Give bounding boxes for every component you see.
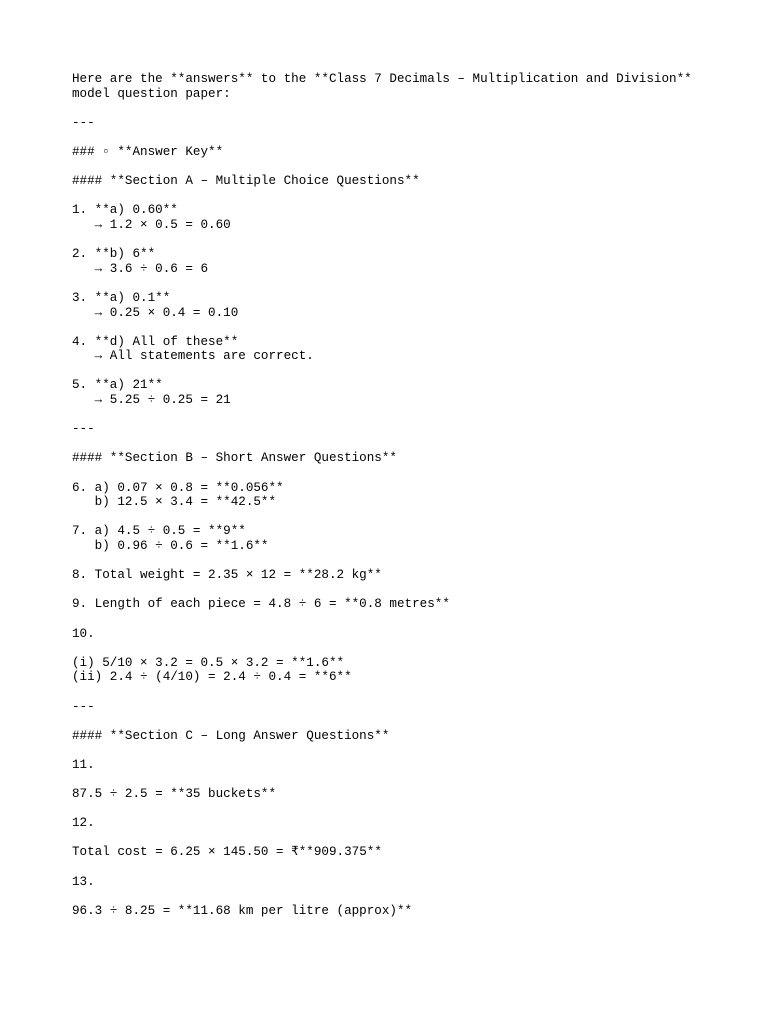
document-line: 11. xyxy=(72,757,95,772)
document-line xyxy=(72,831,732,846)
document-line xyxy=(72,101,732,116)
document-line: 96.3 ÷ 8.25 = **11.68 km per litre (approx)** xyxy=(72,903,413,918)
document-line xyxy=(72,510,732,525)
document-line xyxy=(72,130,732,145)
document-line xyxy=(72,320,732,335)
document-line: 1. **a) 0.60** xyxy=(72,203,178,218)
document-line: 2. **b) 6** xyxy=(72,247,156,262)
document-line xyxy=(72,233,732,248)
document-line: #### **Section A – Multiple Choice Questions** xyxy=(72,174,420,189)
document-line: #### **Section B – Short Answer Questions** xyxy=(72,451,397,466)
document-line: 5. **a) 21** xyxy=(72,378,163,393)
document-line: 87.5 ÷ 2.5 = **35 buckets** xyxy=(72,787,277,802)
document-line: 6. a) 0.07 × 0.8 = **0.056** xyxy=(72,480,284,495)
document-line xyxy=(72,466,732,481)
document-line: model question paper: xyxy=(72,86,231,101)
document-line xyxy=(72,554,732,569)
document-line: → All statements are correct. xyxy=(72,349,314,364)
document-line: 3. **a) 0.1** xyxy=(72,290,171,305)
document-line xyxy=(72,583,732,598)
document-line: 9. Length of each piece = 4.8 ÷ 6 = **0.8 metres** xyxy=(72,597,450,612)
document-line xyxy=(72,773,732,788)
document-line: 10. xyxy=(72,626,95,641)
document-line xyxy=(72,714,732,729)
answer-key-document xyxy=(72,72,732,918)
document-line: Here are the **answers** to the **Class 7 Decimals – Multiplication and Division** xyxy=(72,72,692,86)
document-line: --- xyxy=(72,115,95,130)
document-line xyxy=(72,802,732,817)
document-line: b) 12.5 × 3.4 = **42.5** xyxy=(72,495,277,510)
document-line: → 3.6 ÷ 0.6 = 6 xyxy=(72,261,209,276)
document-line: → 1.2 × 0.5 = 0.60 xyxy=(72,217,231,232)
document-line: 7. a) 4.5 ÷ 0.5 = **9** xyxy=(72,524,246,539)
document-line xyxy=(72,860,732,875)
document-line: (ii) 2.4 ÷ (4/10) = 2.4 ÷ 0.4 = **6** xyxy=(72,670,352,685)
document-line: --- xyxy=(72,422,95,437)
document-line xyxy=(72,889,732,904)
document-line: 8. Total weight = 2.35 × 12 = **28.2 kg** xyxy=(72,568,382,583)
document-line xyxy=(72,189,732,204)
document-line xyxy=(72,160,732,175)
document-line: 12. xyxy=(72,816,95,831)
document-line: ### ▫ **Answer Key** xyxy=(72,144,224,159)
document-line: (i) 5/10 × 3.2 = 0.5 × 3.2 = **1.6** xyxy=(72,655,345,670)
document-line xyxy=(72,612,732,627)
document-line xyxy=(72,743,732,758)
document-line xyxy=(72,685,732,700)
document-line: 4. **d) All of these** xyxy=(72,334,239,349)
document-line xyxy=(72,408,732,423)
document-line: #### **Section C – Long Answer Questions** xyxy=(72,728,390,743)
document-line: → 5.25 ÷ 0.25 = 21 xyxy=(72,393,231,408)
document-line: Total cost = 6.25 × 145.50 = ₹**909.375** xyxy=(72,845,382,860)
document-line: 13. xyxy=(72,874,95,889)
document-line: → 0.25 × 0.4 = 0.10 xyxy=(72,305,239,320)
document-line xyxy=(72,364,732,379)
document-line: b) 0.96 ÷ 0.6 = **1.6** xyxy=(72,539,269,553)
document-line xyxy=(72,641,732,656)
document-line xyxy=(72,437,732,452)
document-line: --- xyxy=(72,699,95,714)
document-line xyxy=(72,276,732,291)
